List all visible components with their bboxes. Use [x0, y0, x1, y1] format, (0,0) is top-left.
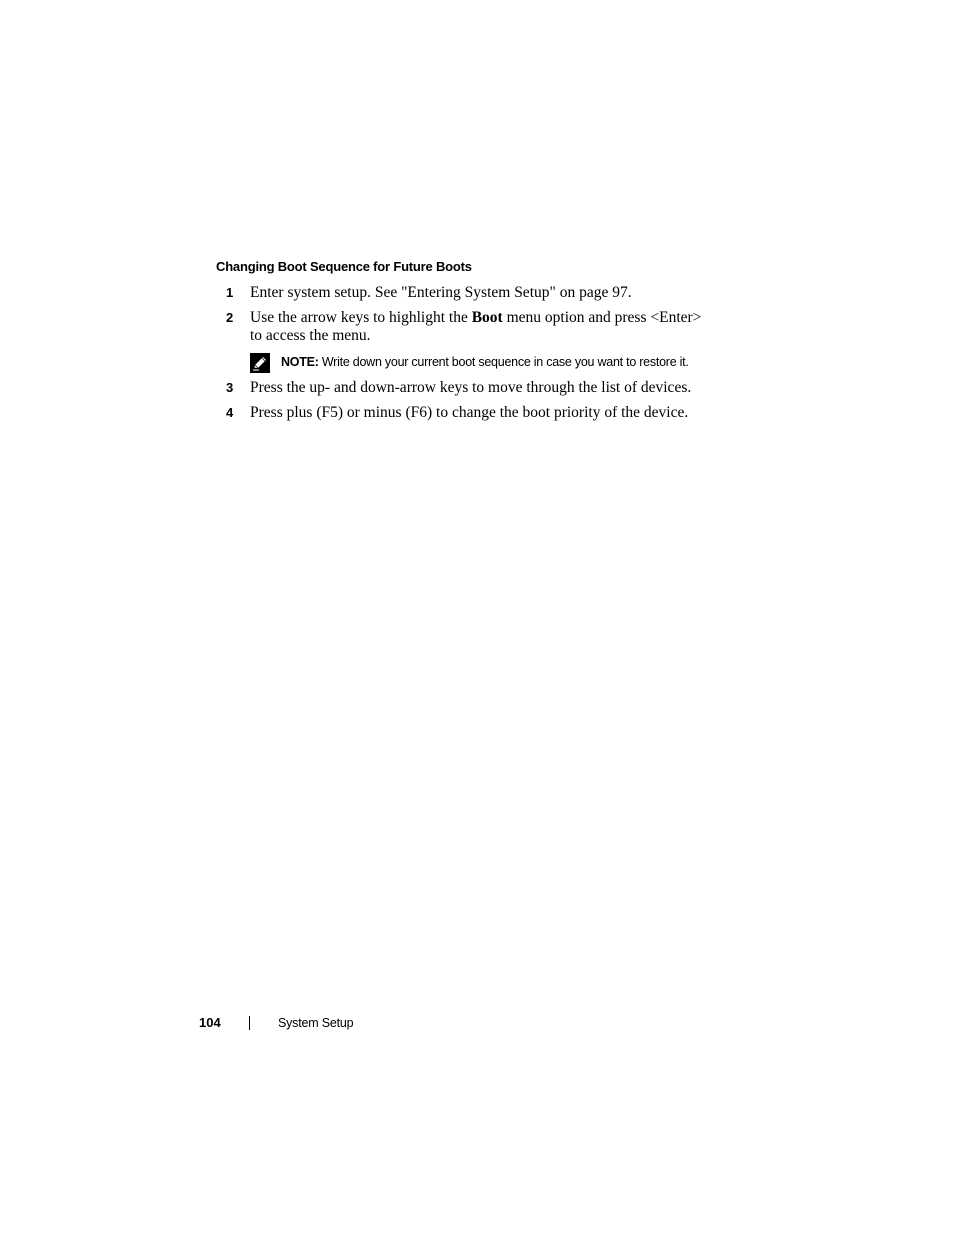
step-text-part: Use the arrow keys to highlight the — [250, 309, 472, 326]
note-body: Write down your current boot sequence in case you want to restore it. — [318, 355, 689, 369]
footer-separator — [249, 1016, 250, 1030]
step-text-continued: to access the menu. — [250, 327, 371, 344]
step-text: Press plus (F5) or minus (F6) to change the boot priority of the device. — [250, 404, 689, 421]
note-box — [250, 352, 730, 374]
step-number: 2 — [226, 310, 234, 325]
footer-page-number: 104 — [199, 1015, 221, 1030]
note-pencil-icon — [250, 353, 270, 373]
step-text-part: menu option and press <Enter> — [502, 309, 702, 326]
step-text: Press the up- and down-arrow keys to move through the list of devices. — [250, 379, 692, 396]
step-number: 3 — [226, 380, 234, 395]
footer-chapter-title: System Setup — [278, 1016, 354, 1030]
step-number: 1 — [226, 285, 234, 300]
section-heading: Changing Boot Sequence for Future Boots — [216, 259, 472, 274]
note-text — [281, 355, 689, 369]
step-text: Enter system setup. See "Entering System Setup" on page 97. — [250, 284, 632, 301]
note-label: NOTE: — [281, 355, 319, 369]
ui-term-boot: Boot — [471, 309, 503, 326]
step-text — [250, 309, 726, 345]
step-number: 4 — [226, 405, 234, 420]
